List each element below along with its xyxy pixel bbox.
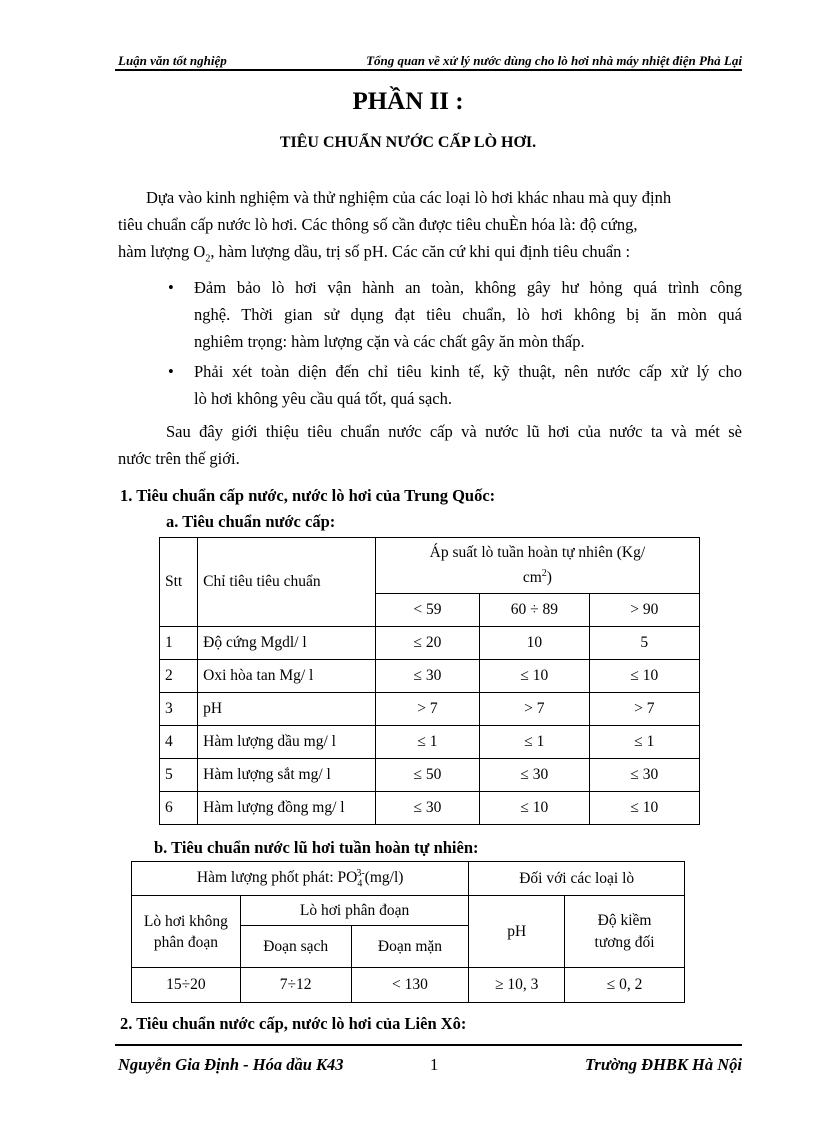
row-value: ≤ 30 — [589, 759, 699, 792]
table-row — [160, 660, 700, 693]
bullet-dot-icon: • — [168, 278, 174, 297]
table-row — [160, 627, 700, 660]
table-b-subheader-row — [132, 896, 685, 926]
row-name: Hàm lượng dầu mg/ l — [198, 726, 376, 759]
ph-header: pH — [469, 896, 565, 968]
bullet-1-line-2: nghệ. Thời gian sử dụng đạt tiêu chuẩn, lò hơi không bị ăn mòn quá — [194, 305, 742, 324]
table-row — [160, 693, 700, 726]
row-value: < 130 — [351, 968, 469, 1003]
row-stt: 4 — [160, 726, 198, 759]
row-value: ≤ 30 — [375, 660, 479, 693]
row-value: ≤ 1 — [375, 726, 479, 759]
section-title: TIÊU CHUẨN NƯỚC CẤP LÒ HƠI. — [279, 134, 537, 151]
intro-line-3: hàm lượng $O_2$, hàm lượng dầu, trị số pH. Các căn cứ khi qui định tiêu chuẩn : — [118, 242, 631, 265]
segmented-header: Lò hơi phân đoạn — [240, 896, 469, 926]
boiler-types-header: Đối với các loại lò — [469, 862, 685, 896]
row-stt: 6 — [160, 792, 198, 825]
header-rule — [115, 69, 742, 71]
row-name: Độ cứng Mgdl/ l — [198, 627, 376, 660]
table-header-row — [160, 538, 700, 594]
row-value: ≤ 1 — [480, 726, 589, 759]
part-title: PHẦN II : — [352, 88, 464, 115]
sub-col-2: 60 ÷ 89 — [480, 594, 589, 627]
bullet-list — [118, 274, 742, 412]
row-value: ≤ 10 — [480, 792, 589, 825]
bullet-item-1 — [118, 274, 742, 355]
header-left: Luận văn tốt nghiệp — [118, 53, 227, 68]
row-value: > 7 — [589, 693, 699, 726]
bullet-2-line-2: lò hơi không yêu cầu quá tốt, quá sạch. — [194, 389, 452, 408]
row-value: ≤ 20 — [375, 627, 479, 660]
row-value: ≤ 30 — [480, 759, 589, 792]
footer-author: Nguyễn Gia Định - Hóa dầu K43 — [118, 1055, 344, 1074]
row-value: ≤ 1 — [589, 726, 699, 759]
footer-school: Trường ĐHBK Hà Nội — [584, 1055, 742, 1074]
table-row — [160, 726, 700, 759]
row-value: ≤ 30 — [375, 792, 479, 825]
intro-line-2: tiêu chuẩn cấp nước lò hơi. Các thông số cần được tiêu chuÈn hóa là: độ cứng, — [118, 215, 638, 234]
table-row — [160, 792, 700, 825]
intro-line-1: Dựa vào kinh nghiệm và thử nghiệm của các loại lò hơi khác nhau mà quy định — [146, 188, 672, 207]
row-value: 5 — [589, 627, 699, 660]
bullet-dot-icon: • — [168, 362, 174, 381]
row-value: > 7 — [480, 693, 589, 726]
row-name: pH — [198, 693, 376, 726]
col-stt-header: Stt — [160, 538, 198, 627]
table-row — [132, 968, 685, 1003]
row-value: ≥ 10, 3 — [469, 968, 565, 1003]
row-stt: 1 — [160, 627, 198, 660]
bullet-2-line-1: Phải xét toàn diện đến chỉ tiêu kinh tế, kỹ thuật, nên nước cấp xử lý cho — [194, 362, 742, 381]
row-value: 7÷12 — [240, 968, 351, 1003]
row-value: 10 — [480, 627, 589, 660]
bullet-1-line-1: Đảm bảo lò hơi vận hành an toàn, không gây hư hỏng quá trình công — [194, 278, 742, 297]
header-right: Tổng quan về xử lý nước dùng cho lò hơi nhà máy nhiệt điện Phả Lại — [366, 53, 742, 68]
row-value: > 7 — [375, 693, 479, 726]
intro-paragraph — [118, 184, 742, 272]
row-stt: 5 — [160, 759, 198, 792]
col-pressure-header: Áp suất lò tuần hoàn tự nhiên (Kg/ $cm^2$) — [375, 538, 699, 594]
boiler-water-table — [131, 861, 685, 1003]
bullet-item-2 — [118, 358, 742, 412]
clean-section-header: Đoạn sạch — [240, 926, 351, 968]
sub-col-3: > 90 — [589, 594, 699, 627]
row-value: ≤ 10 — [480, 660, 589, 693]
salty-section-header: Đoạn mặn — [351, 926, 469, 968]
section-1-title: 1. Tiêu chuẩn cấp nước, nước lò hơi của Trung Quốc: — [120, 486, 496, 505]
section-1-sub-b: b. Tiêu chuẩn nước lũ hơi tuần hoàn tự nhiên: — [154, 838, 479, 857]
footer-page-number: 1 — [430, 1055, 439, 1074]
row-value: ≤ 10 — [589, 792, 699, 825]
after-line-2: nước trên thế giới. — [118, 449, 240, 468]
footer-rule — [115, 1044, 742, 1046]
bullet-1-line-3: nghiêm trọng: hàm lượng cặn và các chất gây ăn mòn thấp. — [194, 332, 585, 351]
alkalinity-header: Độ kiềm tương đối — [565, 896, 685, 968]
section-2-title: 2. Tiêu chuẩn nước cấp, nước lò hơi của Liên Xô: — [120, 1014, 467, 1033]
unsegmented-header: Lò hơi không phân đoạn — [132, 896, 241, 968]
row-value: ≤ 10 — [589, 660, 699, 693]
row-stt: 2 — [160, 660, 198, 693]
row-value: 15÷20 — [132, 968, 241, 1003]
row-value: ≤ 50 — [375, 759, 479, 792]
after-bullets-paragraph — [118, 418, 742, 472]
row-name: Oxi hòa tan Mg/ l — [198, 660, 376, 693]
after-line-1: Sau đây giới thiệu tiêu chuẩn nước cấp và nước lũ hơi của nước ta và mét sè — [166, 422, 742, 441]
phosphate-header: Hàm lượng phốt phát: $PO_4^{3-}(mg/l)$ — [132, 862, 469, 896]
table-row — [160, 759, 700, 792]
row-value: ≤ 0, 2 — [565, 968, 685, 1003]
section-1-sub-a: a. Tiêu chuẩn nước cấp: — [166, 512, 336, 531]
table-b-header-row — [132, 862, 685, 896]
row-name: Hàm lượng đồng mg/ l — [198, 792, 376, 825]
row-stt: 3 — [160, 693, 198, 726]
col-param-header: Chỉ tiêu tiêu chuẩn — [198, 538, 376, 627]
feedwater-standard-table — [159, 537, 700, 825]
sub-col-1: < 59 — [375, 594, 479, 627]
row-name: Hàm lượng sắt mg/ l — [198, 759, 376, 792]
